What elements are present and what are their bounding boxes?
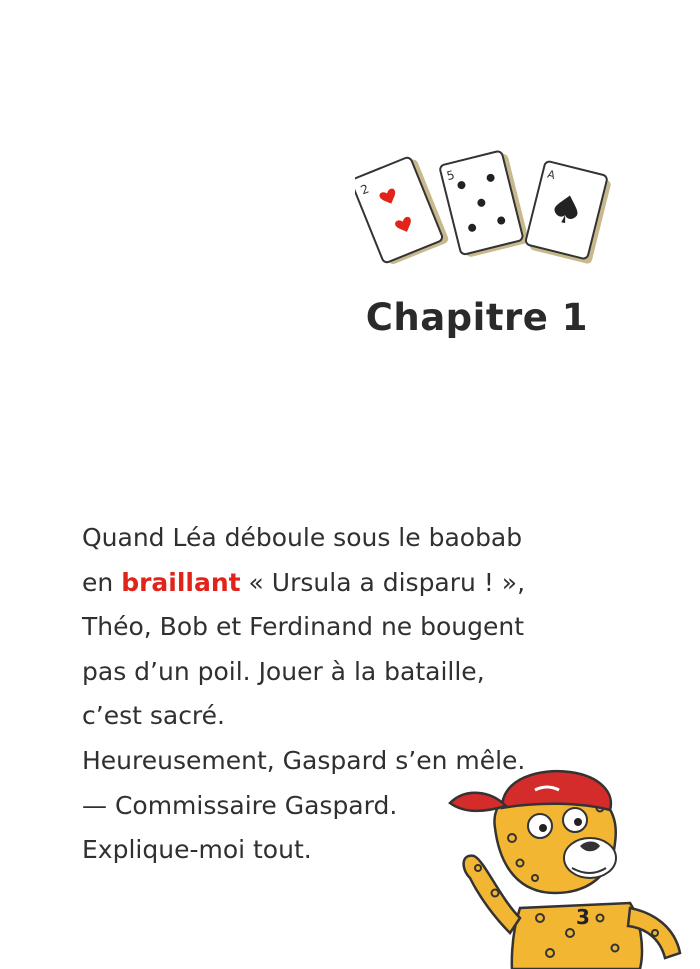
svg-text:2: 2 <box>358 181 372 198</box>
card-ace-of-spades <box>524 161 613 265</box>
story-line: c’est sacré. <box>82 701 225 731</box>
svg-text:A: A <box>545 167 557 183</box>
highlighted-word: braillant <box>121 567 241 597</box>
story-line: pas d’un poil. Jouer à la bataille, <box>82 656 485 686</box>
cheetah-detective-illustration <box>440 768 700 969</box>
playing-cards-illustration <box>355 150 620 270</box>
story-line: Explique-moi tout. <box>82 835 312 865</box>
card-two-of-hearts <box>355 154 450 267</box>
story-line: Heureusement, Gaspard s’en mêle. <box>82 745 526 775</box>
story-line: Quand Léa déboule sous le baobab <box>82 523 523 552</box>
chapter-title: Chapitre 1 <box>365 296 588 339</box>
svg-text:5: 5 <box>445 167 457 184</box>
story-line-suffix: « Ursula a disparu ! », <box>240 567 526 597</box>
page-number: 3 <box>576 905 590 929</box>
card-five-of-clubs <box>439 150 529 259</box>
story-line: Théo, Bob et Ferdinand ne bougent <box>82 612 525 642</box>
story-line: — Commissaire Gaspard. <box>82 790 398 820</box>
story-line <box>82 561 622 606</box>
story-line-prefix: en <box>82 567 122 597</box>
